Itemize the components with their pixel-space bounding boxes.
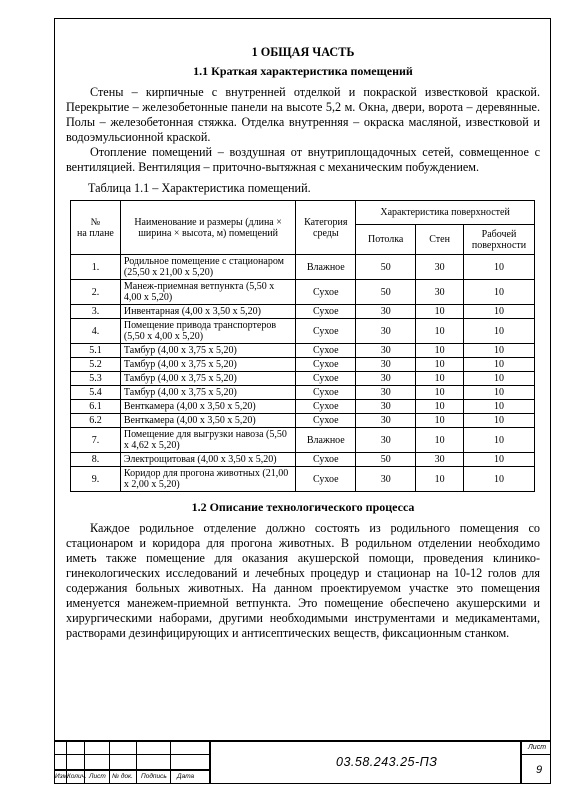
cell-work-surface: 10 — [464, 255, 535, 280]
stamp-label-data: Дата — [177, 773, 195, 780]
document-body — [66, 44, 540, 641]
cell-category: Сухое — [296, 400, 356, 414]
title-block — [54, 740, 551, 784]
subsection-title-2: 1.2 Описание технологического процесса — [191, 500, 415, 514]
cell-ceiling: 30 — [356, 414, 416, 428]
cell-category: Сухое — [296, 414, 356, 428]
col-header-name: Наименование и размеры (длина × ширина × высота, м) помещений — [120, 201, 295, 255]
table-row — [71, 428, 535, 453]
cell-room-name: Помещение для выгрузки навоза (5,50 х 4,62 х 5,20) — [120, 428, 295, 453]
col-header-walls: Стен — [416, 225, 464, 255]
cell-work-surface: 10 — [464, 400, 535, 414]
cell-work-surface: 10 — [464, 414, 535, 428]
cell-work-surface: 10 — [464, 344, 535, 358]
cell-category: Сухое — [296, 344, 356, 358]
stamp-label-podpis: Подпись — [141, 773, 167, 780]
stamp-label-izm: Изм. — [55, 773, 69, 780]
cell-walls: 30 — [416, 453, 464, 467]
cell-number: 9. — [71, 467, 121, 492]
table-row — [71, 453, 535, 467]
cell-work-surface: 10 — [464, 305, 535, 319]
cell-category: Сухое — [296, 372, 356, 386]
cell-room-name: Родильное помещение с стационаром (25,50 х 21,00 х 5,20) — [120, 255, 295, 280]
col-header-category: Категория среды — [296, 201, 356, 255]
cell-ceiling: 50 — [356, 255, 416, 280]
sheet-label: Лист — [528, 744, 547, 751]
table-row — [71, 414, 535, 428]
table-row — [71, 255, 535, 280]
table-row — [71, 319, 535, 344]
stamp-label-kolich: Колич. — [67, 773, 87, 780]
cell-number: 5.1 — [71, 344, 121, 358]
cell-category: Сухое — [296, 305, 356, 319]
col-header-surfaces: Характеристика поверхностей — [356, 201, 535, 225]
stamp-label-ndok: № док. — [112, 773, 133, 780]
cell-work-surface: 10 — [464, 453, 535, 467]
cell-number: 5.2 — [71, 358, 121, 372]
table-row — [71, 400, 535, 414]
cell-number: 1. — [71, 255, 121, 280]
cell-ceiling: 30 — [356, 467, 416, 492]
cell-ceiling: 30 — [356, 358, 416, 372]
cell-category: Сухое — [296, 358, 356, 372]
table-row — [71, 358, 535, 372]
cell-number: 5.3 — [71, 372, 121, 386]
table-row — [71, 467, 535, 492]
cell-room-name: Тамбур (4,00 х 3,75 х 5,20) — [120, 372, 295, 386]
table-row — [71, 372, 535, 386]
table-caption: Таблица 1.1 – Характеристика помещений. — [88, 181, 311, 195]
cell-walls: 30 — [416, 280, 464, 305]
table-row — [71, 280, 535, 305]
cell-walls: 10 — [416, 372, 464, 386]
cell-ceiling: 50 — [356, 453, 416, 467]
cell-work-surface: 10 — [464, 358, 535, 372]
cell-ceiling: 30 — [356, 372, 416, 386]
cell-room-name: Венткамера (4,00 х 3,50 х 5,20) — [120, 414, 295, 428]
table-row — [71, 305, 535, 319]
cell-room-name: Коридор для прогона животных (21,00 х 2,00 х 5,20) — [120, 467, 295, 492]
cell-work-surface: 10 — [464, 280, 535, 305]
cell-room-name: Помещение привода транспортеров (5,50 х 4,00 х 5,20) — [120, 319, 295, 344]
cell-category: Сухое — [296, 280, 356, 305]
cell-work-surface: 10 — [464, 386, 535, 400]
cell-room-name: Венткамера (4,00 х 3,50 х 5,20) — [120, 400, 295, 414]
cell-walls: 10 — [416, 428, 464, 453]
cell-category: Влажное — [296, 255, 356, 280]
cell-walls: 10 — [416, 400, 464, 414]
table-body — [71, 255, 535, 492]
col-header-ceiling: Потолка — [356, 225, 416, 255]
cell-ceiling: 30 — [356, 386, 416, 400]
cell-walls: 10 — [416, 386, 464, 400]
cell-work-surface: 10 — [464, 372, 535, 386]
cell-room-name: Тамбур (4,00 х 3,75 х 5,20) — [120, 344, 295, 358]
cell-ceiling: 30 — [356, 344, 416, 358]
sheet-number: 9 — [536, 764, 543, 776]
cell-category: Сухое — [296, 453, 356, 467]
subsection-title-1: 1.1 Краткая характеристика помещений — [193, 64, 413, 78]
cell-room-name: Инвентарная (4,00 х 3,50 х 5,20) — [120, 305, 295, 319]
document-code: 03.58.243.25-ПЗ — [336, 755, 438, 769]
cell-category: Влажное — [296, 428, 356, 453]
cell-ceiling: 30 — [356, 319, 416, 344]
cell-work-surface: 10 — [464, 467, 535, 492]
cell-walls: 30 — [416, 255, 464, 280]
cell-number: 6.2 — [71, 414, 121, 428]
cell-walls: 10 — [416, 319, 464, 344]
table-row — [71, 386, 535, 400]
col-header-number: № на плане — [71, 201, 121, 255]
cell-walls: 10 — [416, 358, 464, 372]
paragraph-1: Стены – кирпичные с внутренней отделкой и покраской известковой краской. Перекрытие – железобетонные панели на высоте 5,2 м. Окна, двери, ворота – деревянные. Полы – железобетонная стяжка. Отделка внутренняя – окраска масляной, известковой и водоэмульсионной краской. — [66, 85, 540, 144]
cell-number: 8. — [71, 453, 121, 467]
cell-number: 4. — [71, 319, 121, 344]
cell-room-name: Тамбур (4,00 х 3,75 х 5,20) — [120, 358, 295, 372]
cell-category: Сухое — [296, 319, 356, 344]
cell-ceiling: 30 — [356, 400, 416, 414]
cell-ceiling: 50 — [356, 280, 416, 305]
cell-walls: 10 — [416, 467, 464, 492]
cell-room-name: Манеж-приемная ветпункта (5,50 х 4,00 х 5,20) — [120, 280, 295, 305]
cell-room-name: Электрощитовая (4,00 х 3,50 х 5,20) — [120, 453, 295, 467]
cell-number: 2. — [71, 280, 121, 305]
col-header-work-surface: Рабочей поверхности — [464, 225, 535, 255]
paragraph-2: Отопление помещений – воздушная от внутриплощадочных сетей, совмещенное с вентиляцией. Вентиляция – приточно-вытяжная с механическим побуждением. — [66, 145, 540, 174]
table-row — [71, 344, 535, 358]
cell-number: 6.1 — [71, 400, 121, 414]
cell-walls: 10 — [416, 305, 464, 319]
cell-work-surface: 10 — [464, 319, 535, 344]
paragraph-3: Каждое родильное отделение должно состоять из родильного помещения со стационаром и коридора для прогона животных. В родильном отделении необходимо иметь также помещение для оказания акушерской помощи, проведения клинико-гинекологических исследований и лечебных процедур и стационар на 10-12 голов для содержания больных животных. На данном проектируемом участке это помещения именуется манежем-приемной ветпункта. Это помещение обеспечено акушерскими и хирургическими наборами, другими необходимыми инструментами и медикаментами, растворами дезинфицирующих и антисептических веществ, фиксационным станком. — [66, 521, 540, 640]
cell-number: 7. — [71, 428, 121, 453]
cell-work-surface: 10 — [464, 428, 535, 453]
cell-category: Сухое — [296, 386, 356, 400]
section-title: 1 ОБЩАЯ ЧАСТЬ — [251, 45, 355, 59]
cell-category: Сухое — [296, 467, 356, 492]
cell-room-name: Тамбур (4,00 х 3,75 х 5,20) — [120, 386, 295, 400]
rooms-table — [70, 200, 535, 492]
cell-ceiling: 30 — [356, 305, 416, 319]
cell-number: 5.4 — [71, 386, 121, 400]
stamp-label-list: Лист — [89, 773, 106, 780]
cell-ceiling: 30 — [356, 428, 416, 453]
cell-number: 3. — [71, 305, 121, 319]
cell-walls: 10 — [416, 414, 464, 428]
cell-walls: 10 — [416, 344, 464, 358]
